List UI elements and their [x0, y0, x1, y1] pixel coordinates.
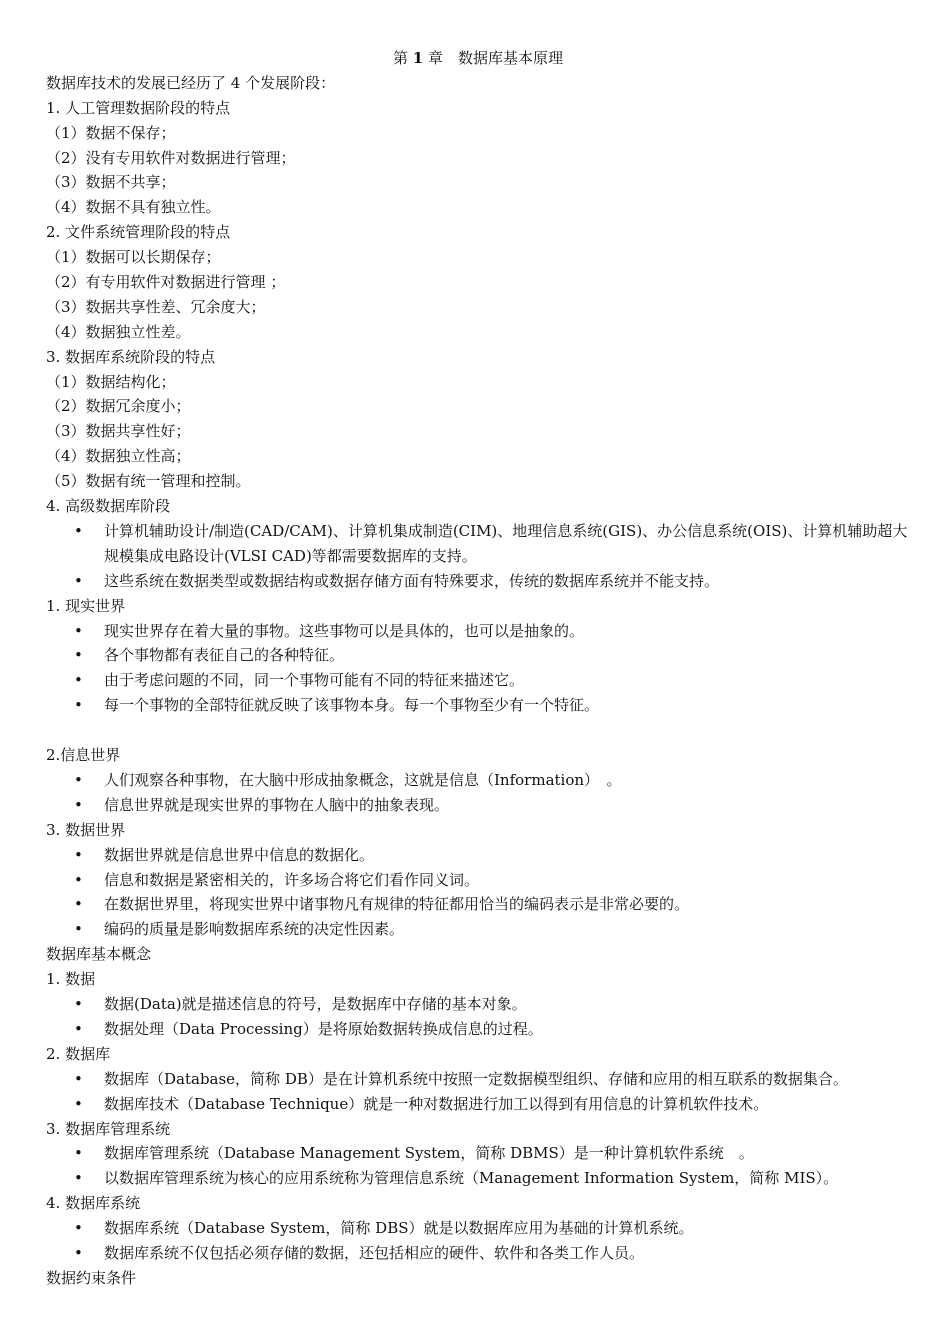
- concept-dbs-heading: 4. 数据库系统: [46, 1194, 141, 1213]
- bullet-item: • 以数据库管理系统为核心的应用系统称为管理信息系统（Management Information System，简称 MIS）。: [46, 1166, 910, 1191]
- chapter-title-text: 章 数据库基本原理: [428, 49, 564, 67]
- concepts-heading: 数据库基本概念: [46, 945, 152, 964]
- stage3-item: （3）数据共享性好；: [46, 422, 191, 441]
- bullet-item: • 由于考虑问题的不同，同一个事物可能有不同的特征来描述它。: [46, 668, 910, 693]
- bullet-item: • 数据世界就是信息世界中信息的数据化。: [46, 843, 910, 868]
- chapter-title: [46, 46, 910, 71]
- stage3-item: （2）数据冗余度小；: [46, 397, 191, 416]
- bullet-item: • 信息世界就是现实世界的事物在人脑中的抽象表现。: [46, 793, 910, 818]
- stage3-heading: 3. 数据库系统阶段的特点: [46, 347, 216, 366]
- data-world-heading: 3. 数据世界: [46, 820, 126, 839]
- real-world-heading: 1. 现实世界: [46, 596, 126, 615]
- bullet-item: • 数据库系统不仅包括必须存储的数据，还包括相应的硬件、软件和各类工作人员。: [46, 1241, 910, 1266]
- concept-dbms-heading: 3. 数据库管理系统: [46, 1119, 171, 1138]
- concept-data-heading: 1. 数据: [46, 970, 96, 989]
- bullet-item: • 数据库管理系统（Database Management System，简称 DBMS）是一种计算机软件系统 。: [46, 1141, 910, 1166]
- info-world-heading: 2.信息世界: [46, 746, 121, 765]
- stage2-item: （2）有专用软件对数据进行管理 ；: [46, 273, 286, 292]
- stage2-item: （3）数据共享性差、冗余度大；: [46, 297, 266, 316]
- stage1-heading: 1. 人工管理数据阶段的特点: [46, 98, 231, 117]
- bullet-item: • 各个事物都有表征自己的各种特征。: [46, 643, 910, 668]
- stage1-item: （4）数据不具有独立性。: [46, 198, 221, 217]
- intro-paragraph: 数据库技术的发展已经历了 4 个发展阶段：: [46, 73, 336, 92]
- bullet-item: • 编码的质量是影响数据库系统的决定性因素。: [46, 917, 910, 942]
- constraints-heading: 数据约束条件: [46, 1268, 137, 1287]
- stage4-heading: 4. 高级数据库阶段: [46, 497, 171, 516]
- stage3-item: （4）数据独立性高；: [46, 447, 191, 466]
- bullet-item: • 数据库（Database，简称 DB）是在计算机系统中按照一定数据模型组织、存储和应用的相互联系的数据集合。: [46, 1067, 910, 1092]
- stage2-item: （1）数据可以长期保存；: [46, 248, 221, 267]
- stage2-item: （4）数据独立性差。: [46, 322, 191, 341]
- concept-db-heading: 2. 数据库: [46, 1044, 111, 1063]
- bullet-item: • 数据处理（Data Processing）是将原始数据转换成信息的过程。: [46, 1017, 910, 1042]
- chapter-number: 1: [412, 49, 424, 67]
- stage1-item: （3）数据不共享；: [46, 173, 176, 192]
- bullet-item: • 数据(Data)就是描述信息的符号，是数据库中存储的基本对象。: [46, 992, 910, 1017]
- chapter-title-prefix: 第: [392, 49, 408, 67]
- bullet-item: • 计算机辅助设计/制造(CAD/CAM)、计算机集成制造(CIM)、地理信息系统(GIS)、办公信息系统(OIS)、计算机辅助超大规模集成电路设计(VLSI CAD)等都需要数据库的支持。: [46, 519, 910, 569]
- stage3-item: （1）数据结构化；: [46, 372, 176, 391]
- bullet-item: • 这些系统在数据类型或数据结构或数据存储方面有特殊要求，传统的数据库系统并不能支持。: [46, 569, 910, 594]
- bullet-item: • 数据库系统（Database System，简称 DBS）就是以数据库应用为基础的计算机系统。: [46, 1216, 910, 1241]
- stage1-item: （2）没有专用软件对数据进行管理；: [46, 148, 296, 167]
- bullet-item: • 每一个事物的全部特征就反映了该事物本身。每一个事物至少有一个特征。: [46, 693, 910, 718]
- bullet-item: • 人们观察各种事物，在大脑中形成抽象概念，这就是信息（Information） 。: [46, 768, 910, 793]
- stage3-item: （5）数据有统一管理和控制。: [46, 472, 251, 491]
- bullet-item: • 信息和数据是紧密相关的，许多场合将它们看作同义词。: [46, 868, 910, 893]
- bullet-item: • 数据库技术（Database Technique）就是一种对数据进行加工以得到有用信息的计算机软件技术。: [46, 1092, 910, 1117]
- bullet-item: • 在数据世界里，将现实世界中诸事物凡有规律的特征都用恰当的编码表示是非常必要的。: [46, 892, 910, 917]
- spacer: [46, 718, 910, 743]
- stage2-heading: 2. 文件系统管理阶段的特点: [46, 223, 231, 242]
- stage1-item: （1）数据不保存；: [46, 123, 176, 142]
- bullet-item: • 现实世界存在着大量的事物。这些事物可以是具体的，也可以是抽象的。: [46, 619, 910, 644]
